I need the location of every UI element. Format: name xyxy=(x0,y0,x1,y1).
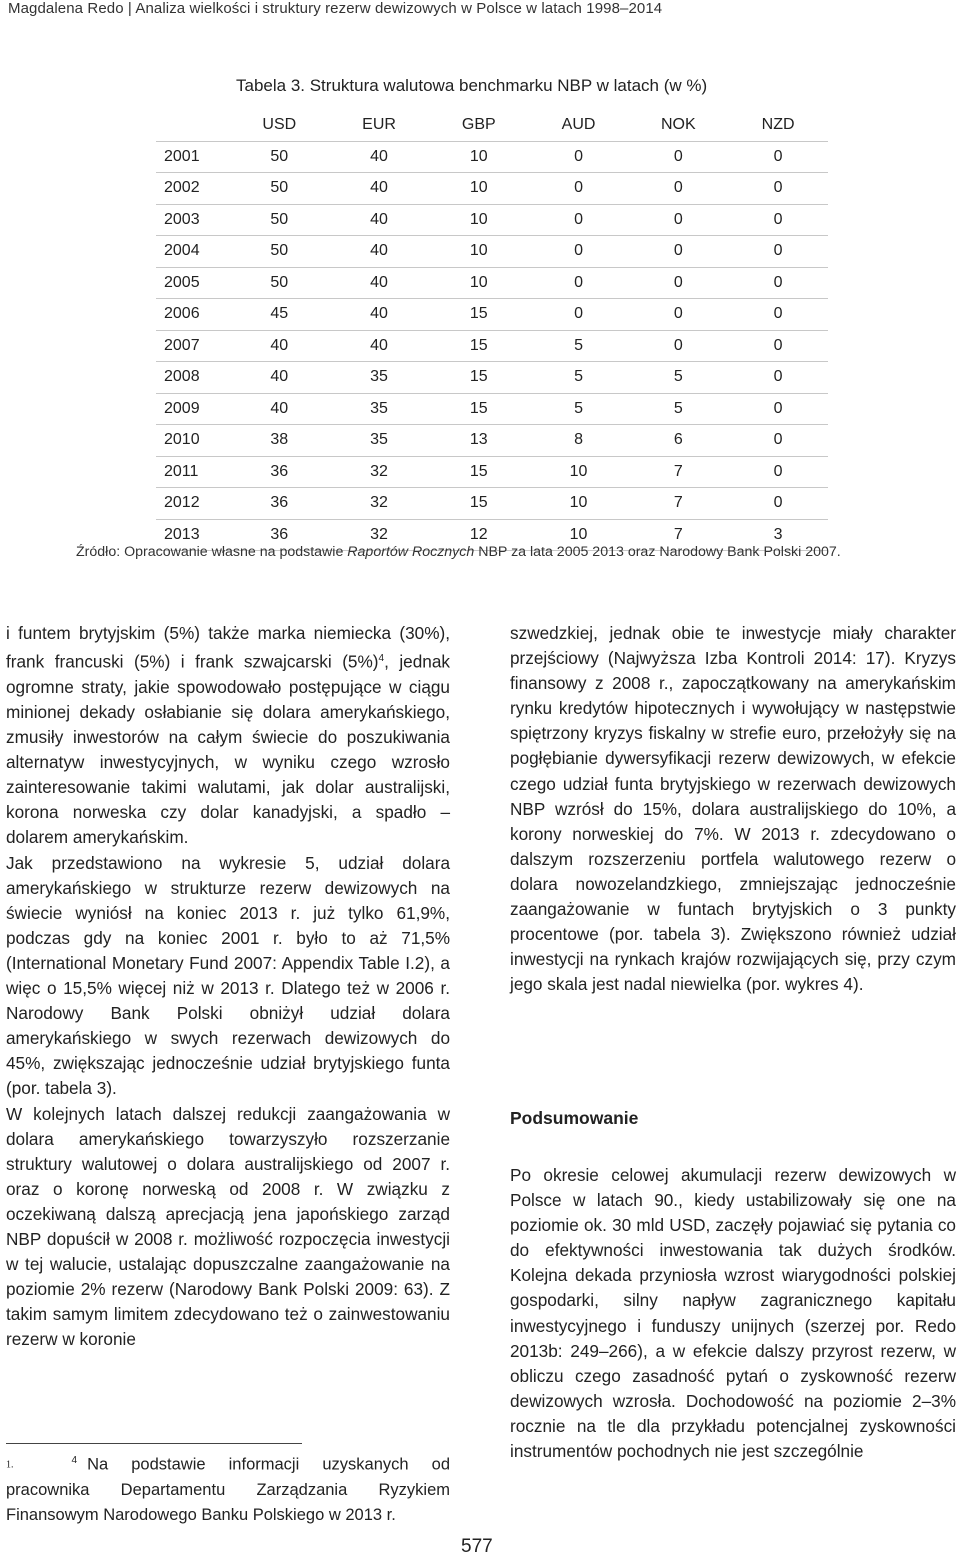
year-cell: 2009 xyxy=(156,393,229,425)
share-cell: 10 xyxy=(429,267,529,299)
column-header: NZD xyxy=(728,110,828,141)
share-cell: 15 xyxy=(429,299,529,331)
year-cell: 2008 xyxy=(156,362,229,394)
year-cell: 2013 xyxy=(156,519,229,551)
right-column-summary xyxy=(510,1163,956,1464)
share-cell: 0 xyxy=(728,330,828,362)
table-row xyxy=(156,362,828,394)
source-prefix: Źródło: Opracowanie własne na podstawie xyxy=(76,544,348,560)
share-cell: 40 xyxy=(329,299,429,331)
share-cell: 40 xyxy=(329,330,429,362)
share-cell: 15 xyxy=(429,488,529,520)
footnote-ref[interactable]: 4 xyxy=(378,653,385,665)
table-row xyxy=(156,236,828,268)
share-cell: 0 xyxy=(728,299,828,331)
column-header xyxy=(156,110,229,141)
share-cell: 32 xyxy=(329,488,429,520)
share-cell: 0 xyxy=(728,204,828,236)
share-cell: 5 xyxy=(529,330,629,362)
share-cell: 5 xyxy=(529,362,629,394)
page-number: 577 xyxy=(461,1536,493,1557)
share-cell: 40 xyxy=(329,267,429,299)
column-header: AUD xyxy=(529,110,629,141)
share-cell: 13 xyxy=(429,425,529,457)
share-cell: 0 xyxy=(628,236,728,268)
share-cell: 0 xyxy=(628,330,728,362)
year-cell: 2012 xyxy=(156,488,229,520)
share-cell: 35 xyxy=(329,393,429,425)
footnote-lead: 1. xyxy=(6,1459,14,1471)
share-cell: 40 xyxy=(329,141,429,173)
share-cell: 35 xyxy=(329,425,429,457)
share-cell: 10 xyxy=(529,519,629,551)
share-cell: 36 xyxy=(229,519,329,551)
share-cell: 10 xyxy=(429,141,529,173)
share-cell: 50 xyxy=(229,204,329,236)
share-cell: 0 xyxy=(529,236,629,268)
share-cell: 0 xyxy=(628,299,728,331)
column-header: NOK xyxy=(628,110,728,141)
table-row xyxy=(156,456,828,488)
share-cell: 10 xyxy=(429,173,529,205)
share-cell: 50 xyxy=(229,173,329,205)
footnote xyxy=(6,1448,450,1528)
share-cell: 0 xyxy=(728,456,828,488)
share-cell: 0 xyxy=(529,173,629,205)
share-cell: 6 xyxy=(628,425,728,457)
share-cell: 7 xyxy=(628,488,728,520)
column-header: EUR xyxy=(329,110,429,141)
left-paragraph-1 xyxy=(6,621,450,851)
table-source xyxy=(76,544,841,560)
right-column xyxy=(510,621,956,997)
share-cell: 10 xyxy=(429,204,529,236)
right-paragraph-2: Po okresie celowej akumulacji rezerw dewizowych w Polsce w latach 90., kiedy ustabilizowały się one na poziomie ok. 30 mld USD, zaczęły pojawiać się pytania co do efektywności inwestowania tak dużych środków. Kolejna dekada przyniosła wzrost wiarygodności polskiej gospodarki, silny napływ zagranicznego kapitału inwestycyjnego i funduszy unijnych (szerzej por. Redo 2013b: 249–266), a w efekcie dalszy przyrost rezerw, w obliczu czego zasadność pytań o zyskowność rezerw dewizowych wzrosła. Dochodowość na poziomie 2–3% rocznie na tle dla przykładu potencjalnej zyskowności instrumentów pochodnych nie jest szczególnie xyxy=(510,1165,956,1462)
year-cell: 2006 xyxy=(156,299,229,331)
left-paragraph-1-text: i funtem brytyjskim (5%) także marka niemiecka (30%), frank francuski (5%) i frank szwajcarski (5%) xyxy=(6,623,450,672)
share-cell: 40 xyxy=(229,393,329,425)
share-cell: 0 xyxy=(529,204,629,236)
table-row xyxy=(156,488,828,520)
share-cell: 10 xyxy=(429,236,529,268)
share-cell: 40 xyxy=(329,204,429,236)
table-row xyxy=(156,173,828,205)
share-cell: 7 xyxy=(628,519,728,551)
year-cell: 2011 xyxy=(156,456,229,488)
share-cell: 0 xyxy=(628,141,728,173)
right-paragraph-1: szwedzkiej, jednak obie te inwestycje miały charakter przejściowy (Najwyższa Izba Kontroli 2014: 17). Kryzys finansowy z 2008 r., zapoczątkowany na amerykańskim rynku kredytów hipotecznych i wywołujący w następstwie spiętrzony kryzys fiskalny w strefie euro, przełożyły się na pogłębianie dywersyfikacji rezerw dewizowych, w efekcie czego udział funta brytyjskiego w rezerwach dewizowych NBP wzrósł do 15%, dolara australijskiego do 10%, a korony norweskiej do 7%. W 2013 r. zdecydowano o dalszym rozszerzeniu portfela walutowego rezerw o dolara nowozelandzkiego, zmniejszając jednocześnie zaangażowanie w funtach brytyjskich o 3 punkty procentowe (por. tabela 3). Zwiększono również udział inwestycji na rynkach krajów rozwijających się, przy czym jego skala jest nadal niewielka (por. wykres 4). xyxy=(510,623,956,995)
share-cell: 32 xyxy=(329,456,429,488)
table-header-row xyxy=(156,110,828,141)
year-cell: 2005 xyxy=(156,267,229,299)
share-cell: 15 xyxy=(429,362,529,394)
share-cell: 40 xyxy=(329,236,429,268)
share-cell: 0 xyxy=(529,299,629,331)
share-cell: 36 xyxy=(229,456,329,488)
share-cell: 0 xyxy=(728,362,828,394)
running-header: Magdalena Redo | Analiza wielkości i struktury rezerw dewizowych w Polsce w latach 1998–2014 xyxy=(8,0,663,17)
share-cell: 5 xyxy=(529,393,629,425)
share-cell: 0 xyxy=(728,267,828,299)
share-cell: 38 xyxy=(229,425,329,457)
year-cell: 2010 xyxy=(156,425,229,457)
table-row xyxy=(156,141,828,173)
share-cell: 0 xyxy=(728,425,828,457)
footnote-text: Na podstawie informacji uzyskanych od pracownika Departamentu Zarządzania Ryzykiem Finansowym Narodowego Banku Polskiego w 2013 r. xyxy=(6,1455,450,1524)
share-cell: 15 xyxy=(429,393,529,425)
share-cell: 0 xyxy=(728,141,828,173)
currency-structure-table xyxy=(156,110,828,551)
column-header: GBP xyxy=(429,110,529,141)
share-cell: 0 xyxy=(728,236,828,268)
share-cell: 50 xyxy=(229,267,329,299)
share-cell: 0 xyxy=(728,173,828,205)
left-paragraph-1-text-cont: , jednak ogromne straty, jakie spowodowało postępujące w ciągu minionej dekady osłabianie się dolara amerykańskiego, zmusiły inwestorów na całym świecie do poszukiwania alternatyw inwestycyjnych, w wyniku czego wzrosło zainteresowanie takimi walutami, jak dolar australijski, korona norweska czy dolar kanadyjski, a spadło – dolarem amerykańskim. xyxy=(6,651,450,848)
table-row xyxy=(156,425,828,457)
share-cell: 45 xyxy=(229,299,329,331)
share-cell: 10 xyxy=(529,488,629,520)
share-cell: 36 xyxy=(229,488,329,520)
table-row xyxy=(156,393,828,425)
share-cell: 3 xyxy=(728,519,828,551)
table-title: Tabela 3. Struktura walutowa benchmarku NBP w latach (w %) xyxy=(236,76,708,95)
share-cell: 0 xyxy=(529,267,629,299)
share-cell: 50 xyxy=(229,236,329,268)
footnote-divider xyxy=(6,1443,302,1444)
share-cell: 15 xyxy=(429,330,529,362)
left-paragraph-3: W kolejnych latach dalszej redukcji zaangażowania w dolara amerykańskiego towarzyszyło rozszerzanie struktury walutowej o dolara australijskiego od 2007 r. oraz o koronę norweską od 2008 r. W związku z oczekiwaną dalszą aprecjacją jena japońskiego zarząd NBP dopuścił w 2008 r. możliwość rozpoczęcia inwestycji w tej walucie, ustalając dopuszczalne zaangażowanie na poziomie 2% rezerw (Narodowy Bank Polski 2009: 63). Z takim samym limitem zdecydowano też o zainwestowaniu rezerw w koronie xyxy=(6,1103,450,1350)
table-row xyxy=(156,267,828,299)
share-cell: 0 xyxy=(529,141,629,173)
share-cell: 0 xyxy=(728,393,828,425)
share-cell: 12 xyxy=(429,519,529,551)
source-italic: Raportów Rocznych xyxy=(347,544,475,560)
left-column xyxy=(6,621,450,1352)
year-cell: 2003 xyxy=(156,204,229,236)
share-cell: 0 xyxy=(628,267,728,299)
table-row xyxy=(156,330,828,362)
share-cell: 0 xyxy=(728,488,828,520)
share-cell: 40 xyxy=(229,362,329,394)
share-cell: 5 xyxy=(628,362,728,394)
share-cell: 10 xyxy=(529,456,629,488)
table-row xyxy=(156,299,828,331)
year-cell: 2007 xyxy=(156,330,229,362)
year-cell: 2004 xyxy=(156,236,229,268)
share-cell: 7 xyxy=(628,456,728,488)
share-cell: 40 xyxy=(329,173,429,205)
table-row xyxy=(156,204,828,236)
table-body xyxy=(156,141,828,551)
share-cell: 8 xyxy=(529,425,629,457)
section-heading: Podsumowanie xyxy=(510,1108,639,1128)
share-cell: 15 xyxy=(429,456,529,488)
share-cell: 0 xyxy=(628,173,728,205)
share-cell: 0 xyxy=(628,204,728,236)
column-header: USD xyxy=(229,110,329,141)
share-cell: 32 xyxy=(329,519,429,551)
share-cell: 35 xyxy=(329,362,429,394)
source-suffix: NBP za lata 2005 2013 oraz Narodowy Bank Polski 2007. xyxy=(474,544,841,560)
share-cell: 5 xyxy=(628,393,728,425)
year-cell: 2002 xyxy=(156,173,229,205)
footnote-number: 4 xyxy=(71,1455,78,1466)
share-cell: 40 xyxy=(229,330,329,362)
left-paragraph-2: Jak przedstawiono na wykresie 5, udział dolara amerykańskiego w strukturze rezerw dewizowych na świecie wyniósł na koniec 2013 r. już tylko 61,9%, podczas gdy na koniec 2001 r. było to aż 71,5% (International Monetary Fund 2007: Appendix Table I.2), a więc o 15,5% więcej niż w 2013 r. Dlatego też w 2006 r. Narodowy Bank Polski obniżył udział dolara amerykańskiego w swych rezerwach dewizowych do 45%, zwiększając jednocześnie udział brytyjskiego funta (por. tabela 3). xyxy=(6,852,450,1099)
year-cell: 2001 xyxy=(156,141,229,173)
share-cell: 50 xyxy=(229,141,329,173)
